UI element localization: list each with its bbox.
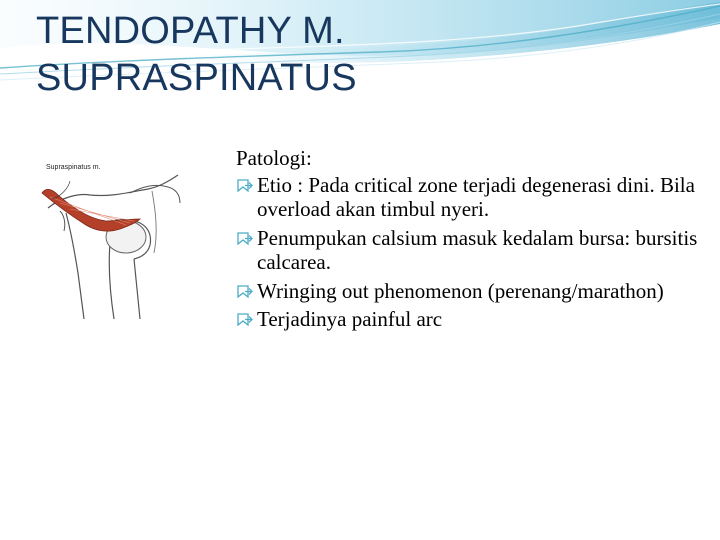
- slide-title: [36, 8, 636, 102]
- shoulder-illustration: [30, 153, 186, 319]
- bullet-item: [236, 226, 706, 275]
- shoulder-anatomy-figure: [30, 153, 186, 319]
- bullet-list: [236, 173, 706, 332]
- bullet-text: Terjadinya painful arc: [257, 307, 443, 331]
- title-line-1: TENDOPATHY M.: [36, 10, 345, 52]
- bookmark-arrow-icon: [236, 313, 253, 326]
- bullet-text: Wringing out phenomenon (perenang/marathon): [257, 278, 664, 303]
- bullet-item: [236, 279, 706, 304]
- bookmark-arrow-icon: [236, 285, 253, 298]
- figure-label: Supraspinatus m.: [46, 164, 101, 171]
- title-line-2: SUPRASPINATUS: [36, 57, 357, 99]
- bookmark-arrow-icon: [236, 232, 253, 245]
- bookmark-arrow-icon: [236, 179, 253, 192]
- section-heading: Patologi:: [236, 146, 312, 170]
- bullet-item: [236, 173, 706, 222]
- content-area: [236, 146, 706, 336]
- bullet-label: Etio :: [257, 172, 304, 197]
- bullet-text: Penumpukan calsium masuk kedalam bursa: bursitis calcarea.: [257, 225, 698, 274]
- bullet-text: Pada critical zone terjadi degenerasi dini. Bila overload akan timbul nyeri.: [257, 172, 695, 221]
- bullet-item: [236, 307, 706, 332]
